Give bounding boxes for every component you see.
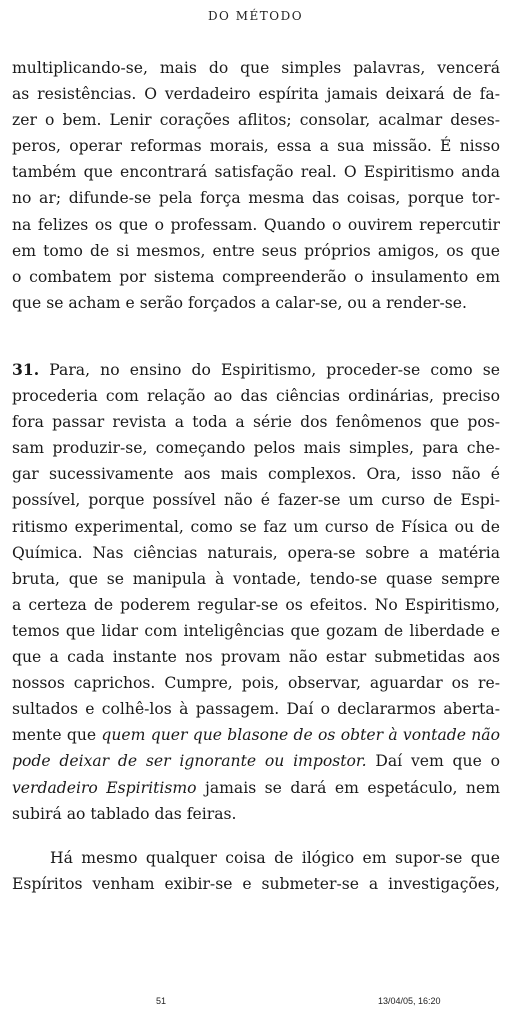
paragraph-3 (12, 845, 500, 897)
text-line: Química. Nas ciências naturais, opera-se sobre a matéria (12, 543, 500, 562)
text-line: fora passar revista a toda a série dos fenômenos que pos- (12, 413, 500, 432)
text-segment: Daí vem que o (366, 752, 500, 771)
text-line (12, 357, 500, 383)
text-line: peros, operar reformas morais, essa a sua missão. É nisso (12, 137, 500, 156)
section-number: 31. (12, 360, 40, 379)
paragraph-1 (12, 55, 500, 316)
text-line (12, 722, 500, 748)
page-number: 51 (156, 996, 167, 1006)
text-line: Espíritos venham exibir-se e submeter-se a investigações, (12, 875, 500, 894)
text-line: bruta, que se manipula à vontade, tendo-se quase sempre (12, 569, 500, 588)
text-line: a certeza de poderem regular-se os efeitos. No Espiritismo, (12, 595, 500, 614)
text-line: também que encontrará satisfação real. O Espiritismo anda (12, 163, 500, 182)
running-title: DO MÉTODO (207, 9, 304, 23)
text-line: possível, porque possível não é fazer-se um curso de Espi- (12, 491, 500, 510)
text-line: ritismo experimental, como se faz um curso de Física ou de (12, 517, 500, 536)
text-line: sultados e colhê-los à passagem. Daí o declararmos aberta- (12, 700, 500, 719)
italic-phrase: pode deixar de ser ignorante ou impostor. (12, 752, 367, 771)
text-segment: jamais se dará em espetáculo, nem (196, 778, 500, 797)
text-line: que a cada instante nos provam não estar submetidas aos (12, 648, 500, 667)
text-line (12, 748, 500, 774)
text-line: as resistências. O verdadeiro espírita jamais deixará de fa- (12, 85, 500, 104)
text-line: no ar; difunde-se pela força mesma das coisas, porque tor- (12, 189, 500, 208)
text-segment: Para, no ensino do Espiritismo, proceder-se como se (49, 361, 500, 379)
text-line: nossos caprichos. Cumpre, pois, observar, aguardar os re- (12, 674, 500, 693)
text-line: zer o bem. Lenir corações aflitos; consolar, acalmar deses- (12, 111, 500, 130)
text-line: o combatem por sistema compreenderão o insulamento em (12, 267, 500, 286)
text-line: na felizes os que o professam. Quando o ouvirem repercutir (12, 215, 500, 234)
text-line: gar sucessivamente aos mais complexos. Ora, isso não é (12, 465, 500, 484)
text-line: subirá ao tablado das feiras. (12, 804, 237, 823)
paragraph-31 (12, 357, 500, 827)
text-line: sam produzir-se, começando pelos mais simples, para che- (12, 439, 500, 458)
text-line (12, 775, 500, 801)
text-line: que se acham e serão forçados a calar-se, ou a render-se. (12, 293, 467, 312)
print-timestamp: 13/04/05, 16:20 (378, 996, 441, 1006)
text-line: Há mesmo qualquer coisa de ilógico em supor-se que (50, 849, 500, 867)
text-line: multiplicando-se, mais do que simples palavras, vencerá (12, 59, 500, 77)
text-line: procederia com relação ao das ciências ordinárias, preciso (12, 387, 500, 406)
text-line: em tomo de si mesmos, entre seus próprios amigos, os que (12, 241, 500, 260)
italic-phrase: quem quer que blasone de os obter à vontade não (101, 726, 500, 745)
text-line: temos que lidar com inteligências que gozam de liberdade e (12, 621, 500, 640)
italic-phrase: verdadeiro Espiritismo (12, 778, 197, 797)
text-segment: mente que (12, 726, 102, 745)
